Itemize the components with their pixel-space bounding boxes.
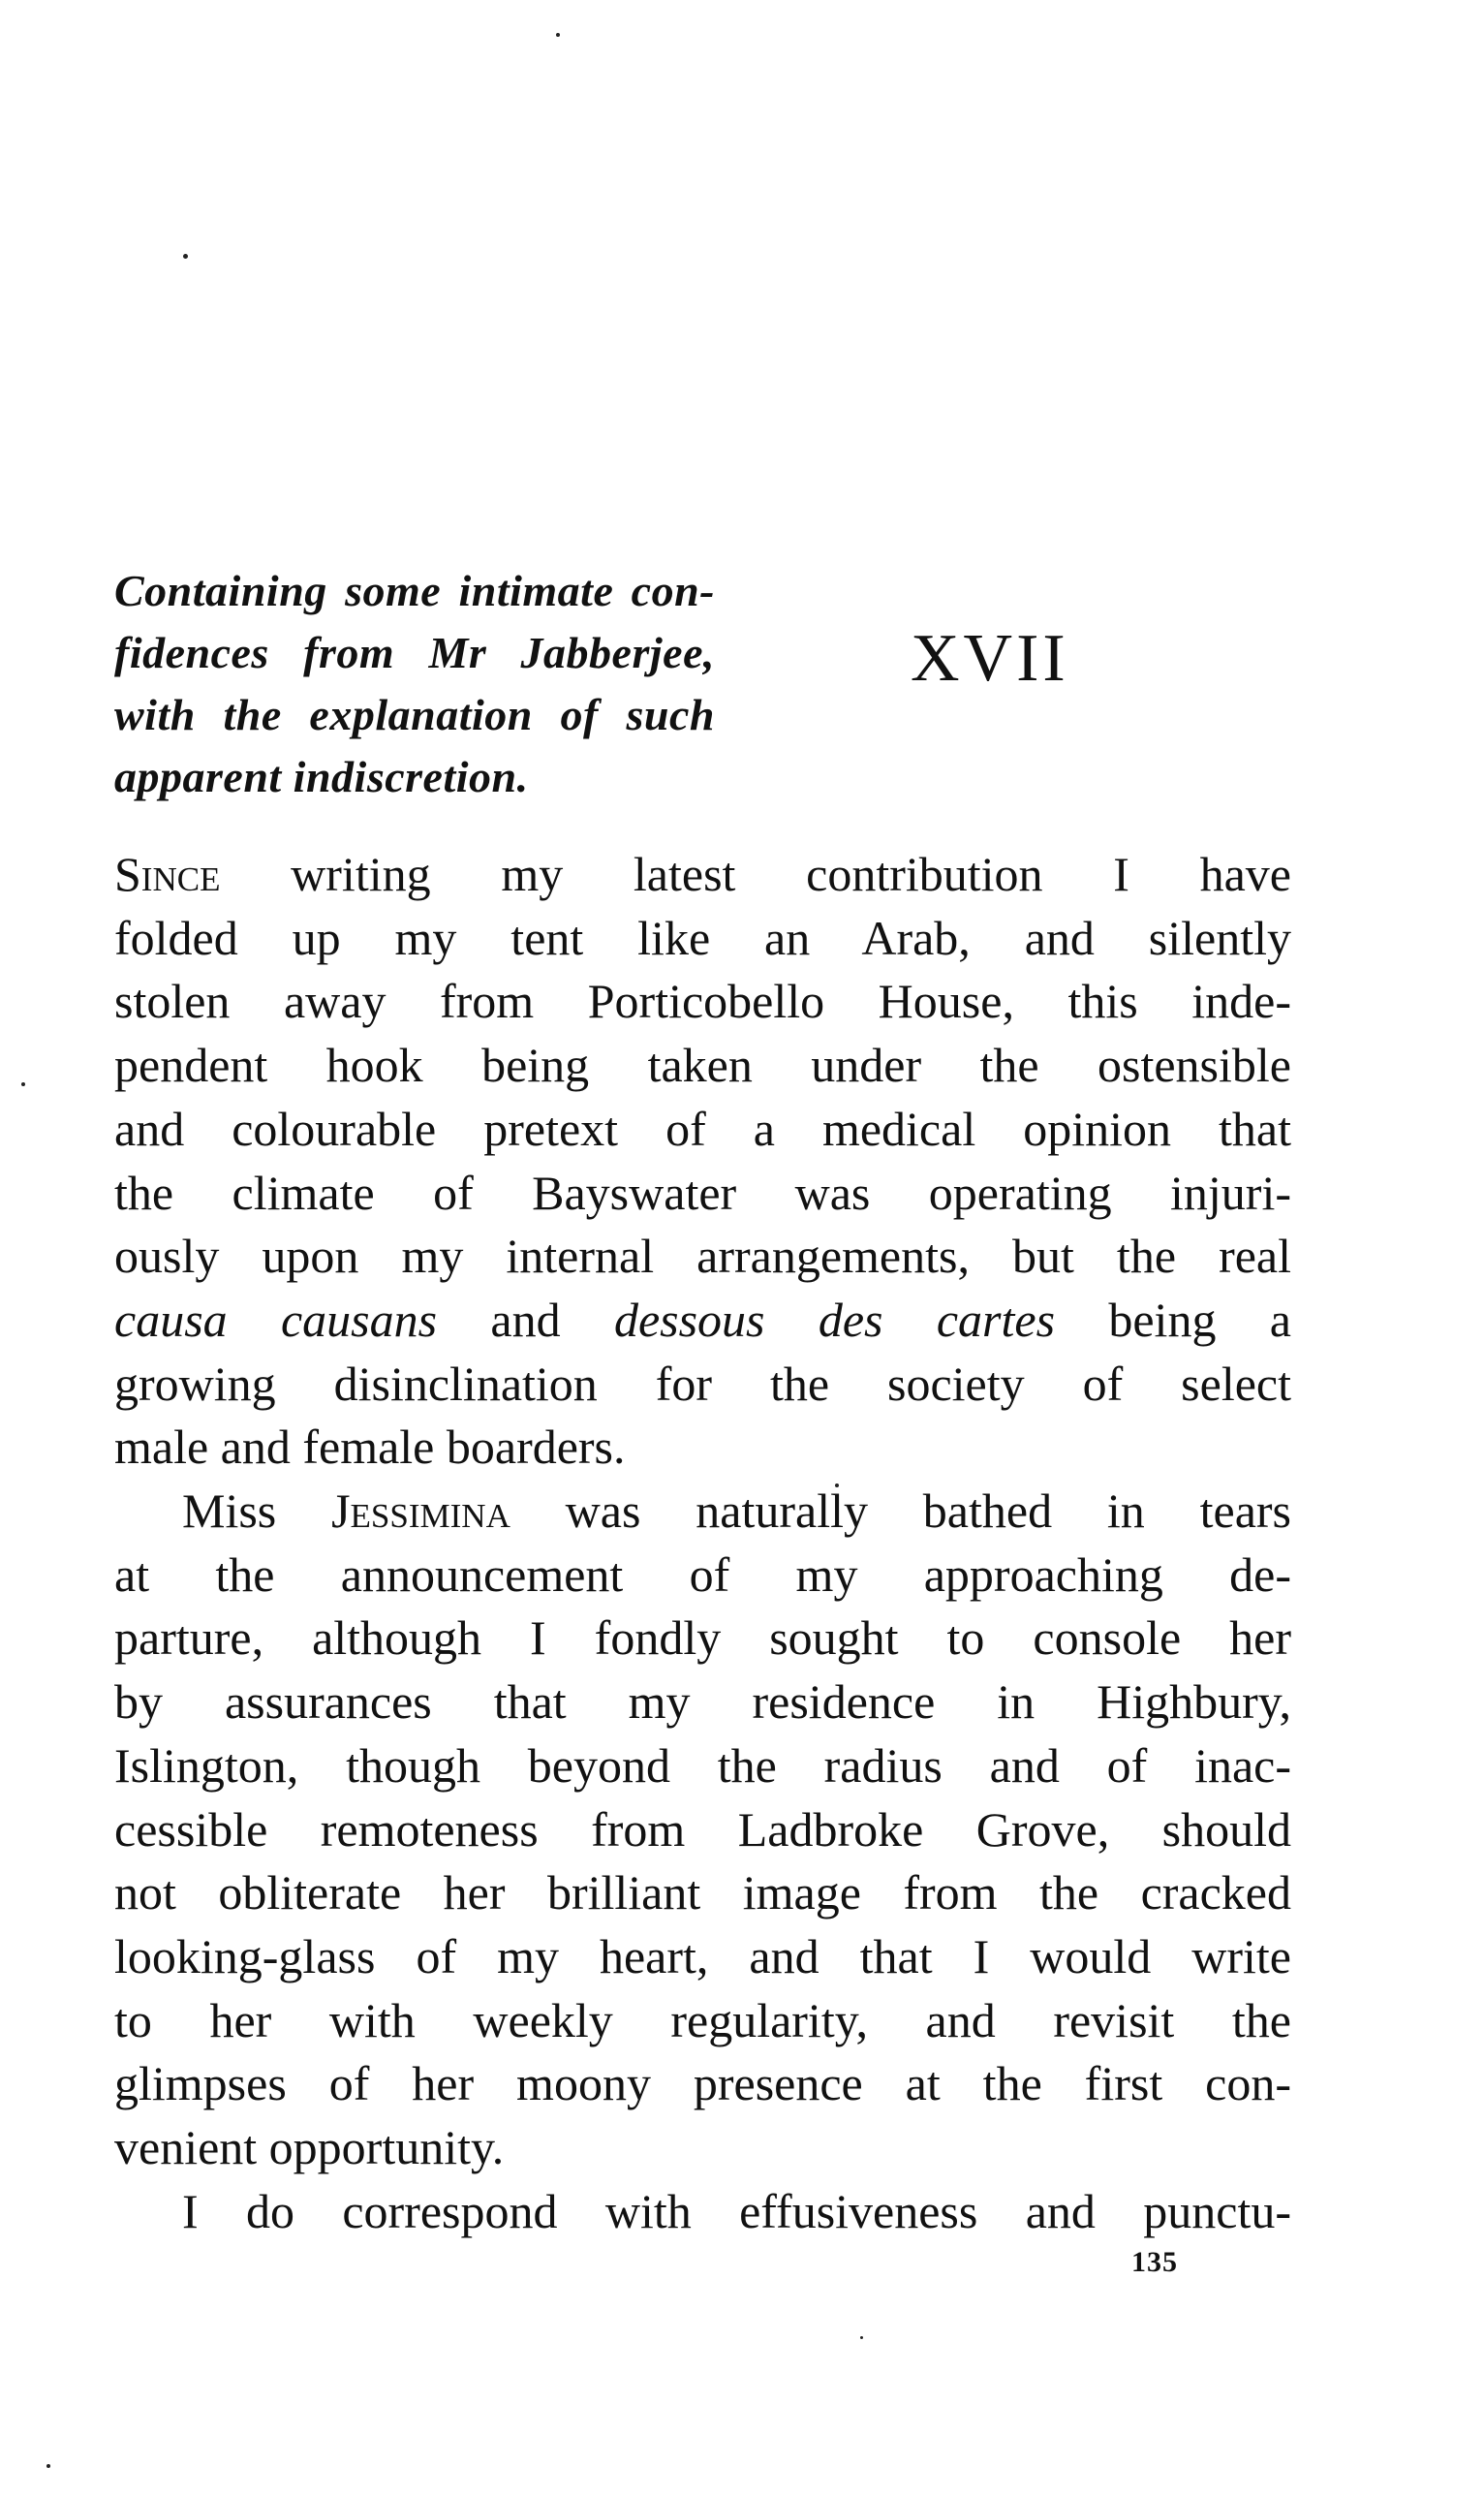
summary-line: apparent indiscretion. [114,752,529,801]
body-text [114,843,1291,2243]
print-speck [556,33,560,37]
text-line [114,1925,1291,1989]
text-line [114,2180,1291,2244]
small-caps-word: Since [114,847,221,901]
text-segment: to her with weekly regularity, and revisit the [114,1992,1291,2047]
text-line [114,843,1291,907]
text-segment: folded up my tent like an Arab, and silently [114,910,1291,965]
print-speck [46,2464,50,2468]
text-segment: glimpses of her moony presence at the first con- [114,2056,1291,2111]
italic-phrase: causa causans [114,1292,438,1347]
text-line [114,1353,1291,1417]
text-line [114,2116,1291,2180]
print-speck [860,2336,863,2339]
text-segment: growing disinclination for the society of select [114,1356,1291,1411]
text-line [114,1225,1291,1289]
text-line [114,1416,1291,1480]
text-segment: Islington, though beyond the radius and of inac- [114,1737,1291,1793]
text-line [114,1989,1291,2053]
italic-phrase: dessous des cartes [613,1292,1056,1347]
text-line [114,1671,1291,1734]
text-line [114,2052,1291,2116]
text-segment: looking-glass of my heart, and that I would write [114,1928,1291,1983]
text-segment: was naturally bathed in tears [510,1483,1291,1539]
text-line [114,1034,1291,1098]
text-line [114,1798,1291,1862]
text-segment: cessible remoteness from Ladbroke Grove, should [114,1801,1291,1857]
chapter-summary [114,560,715,808]
text-segment: I do correspond with effusiveness and punctu- [182,2183,1291,2238]
summary-line: fidences from Mr Jabberjee, [114,628,715,677]
text-line [114,1289,1291,1353]
summary-line: Containing some intimate con- [114,566,715,615]
text-line [114,1544,1291,1608]
text-segment: ously upon my internal arrangements, but the real [114,1229,1291,1284]
text-line [114,1162,1291,1226]
text-line [114,1480,1291,1544]
summary-line: with the explanation of such [114,690,715,739]
text-line [114,1607,1291,1671]
text-segment: venient opportunity. [114,2120,505,2175]
text-segment: pendent hook being taken under the ostensible [114,1038,1291,1093]
chapter-number: XVII [911,621,1069,696]
print-speck [21,1082,25,1086]
text-segment: male and female boarders. [114,1420,626,1475]
print-speck [183,254,188,259]
text-segment: writing my latest contribution I have [220,847,1291,901]
small-caps-word: Jessimina [331,1483,510,1539]
text-line [114,970,1291,1034]
text-segment: and [437,1292,614,1347]
page-number: 135 [1131,2246,1178,2278]
text-segment: parture, although I fondly sought to console her [114,1610,1291,1666]
text-line [114,907,1291,971]
text-segment: stolen away from Porticobello House, this inde- [114,974,1291,1029]
text-segment: by assurances that my residence in Highbury, [114,1674,1291,1730]
text-segment: Miss [182,1483,332,1539]
text-line [114,1098,1291,1162]
text-segment: not obliterate her brilliant image from the cracked [114,1865,1291,1920]
text-line [114,1734,1291,1798]
text-segment: and colourable pretext of a medical opinion that [114,1101,1291,1156]
text-segment: at the announcement of my approaching de- [114,1546,1291,1602]
text-segment: being a [1055,1292,1291,1347]
text-line [114,1861,1291,1925]
text-segment: the climate of Bayswater was operating injuri- [114,1165,1291,1220]
